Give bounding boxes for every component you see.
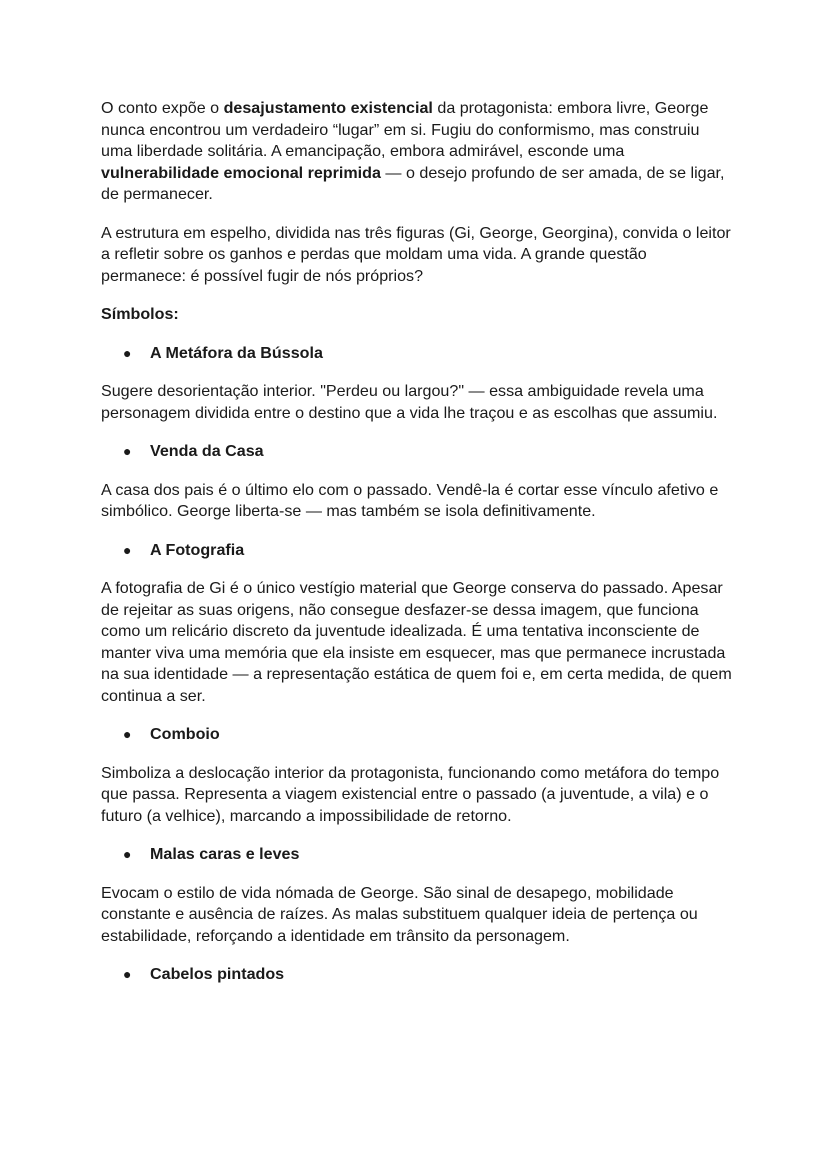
intro-paragraph-1	[101, 98, 732, 206]
symbol-text-casa: A casa dos pais é o último elo com o passado. Vendê-la é cortar esse vínculo afetivo e simbólico. George liberta-se — mas também se isola definitivamente.	[101, 480, 719, 520]
symbol-bullet-comboio	[123, 724, 732, 746]
symbol-text-malas: Evocam o estilo de vida nómada de George. São sinal de desapego, mobilidade constante e ausência de raízes. As malas substituem qualquer ideia de pertença ou estabilidade, reforçando a identidade em trânsito da personagem.	[101, 883, 698, 945]
bullet-dot-icon: ●	[123, 443, 132, 459]
bullet-dot-icon: ●	[123, 541, 132, 558]
symbol-bullet-casa	[123, 441, 732, 463]
text-run: O conto expõe o	[101, 99, 224, 117]
symbol-text-comboio: Simboliza a deslocação interior da protagonista, funcionando como metáfora do tempo que passa. Representa a viagem existencial entre o passado (a juventude, a vila) e o futuro (a velhice), marcando a impossibilidade de retorno.	[101, 763, 720, 825]
symbol-bullet-cabelos	[123, 964, 732, 986]
bullet-dot-icon: ●	[123, 344, 132, 361]
intro-paragraph-2: A estrutura em espelho, dividida nas três figuras (Gi, George, Georgina), convida o leitor a refletir sobre os ganhos e perdas que moldam uma vida. A grande questão permanece: é possível fugir de nós próprios?	[101, 223, 731, 285]
symbol-title: A Fotografia	[150, 540, 245, 559]
symbol-bullet-fotografia	[123, 540, 732, 562]
symbol-text-bussola: Sugere desorientação interior. "Perdeu ou largou?" — essa ambiguidade revela uma personagem dividida entre o destino que a vida lhe traçou e as escolhas que assumiu.	[101, 382, 718, 422]
bullet-dot-icon: ●	[123, 966, 132, 982]
symbol-title: A Metáfora da Bússola	[150, 343, 323, 362]
symbol-bullet-malas	[123, 844, 732, 866]
bold-phrase: vulnerabilidade emocional reprimida	[101, 163, 381, 182]
bold-phrase: desajustamento existencial	[223, 99, 433, 117]
symbol-title: Malas caras e leves	[150, 845, 300, 863]
symbol-title: Cabelos pintados	[150, 965, 285, 983]
symbol-title: Venda da Casa	[150, 442, 264, 460]
symbols-heading: Símbolos:	[101, 305, 179, 323]
bullet-dot-icon: ●	[123, 846, 132, 862]
bullet-dot-icon: ●	[123, 726, 132, 742]
symbol-title: Comboio	[150, 725, 220, 743]
text-run: da protagonista: embora livre, George nunca encontrou um verdadeiro “lugar” em si. Fugiu do conformismo, mas construiu uma liberdade solitária. A emancipação, embora admirável, esconde uma	[101, 99, 709, 160]
symbol-bullet-bussola	[123, 343, 732, 365]
symbol-text-fotografia: A fotografia de Gi é o único vestígio material que George conserva do passado. Apesar de rejeitar as suas origens, não consegue desfazer-se dessa imagem, que funciona como um relicário discreto da juventude idealizada. É uma tentativa inconsciente de manter viva uma memória que ela insiste em esquecer, mas que permanece incrustada na sua identidade — a representação estática de quem foi e, em certa medida, de quem continua a ser.	[101, 579, 732, 705]
text-run: — o desejo profundo de ser amada, de se ligar, de permanecer.	[101, 163, 725, 203]
